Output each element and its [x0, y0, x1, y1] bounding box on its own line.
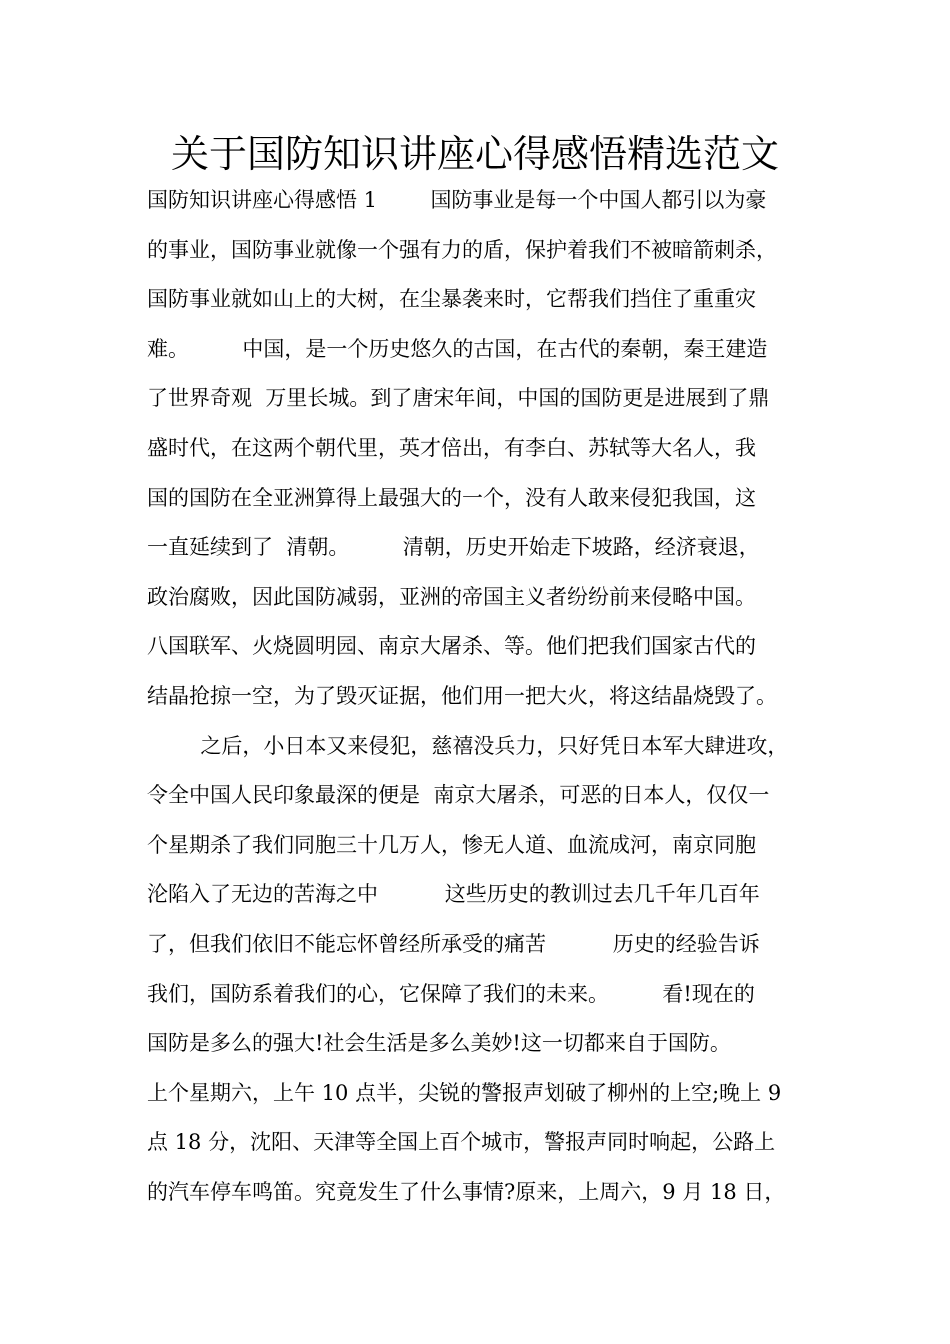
body-line: 我们，国防系着我们的心，它保障了我们的未来。 看!现在的 [147, 981, 755, 1006]
body-line: 令全中国人民印象最深的便是 南京大屠杀，可恶的日本人，仅仅一 [147, 783, 770, 808]
body-line: 了，但我们依旧不能忘怀曾经所承受的痛苦 历史的经验告诉 [147, 931, 760, 956]
body-line: 一直延续到了 清朝。 清朝，历史开始走下坡路，经济衰退， [147, 535, 760, 560]
body-line: 国防事业就如山上的大树，在尘暴袭来时，它帮我们挡住了重重灾 [147, 287, 756, 312]
document-title: 关于国防知识讲座心得感悟精选范文 [170, 132, 779, 176]
body-line: 国的国防在全亚洲算得上最强大的一个，没有人敢来侵犯我国，这 [147, 485, 756, 510]
body-line: 的事业，国防事业就像一个强有力的盾，保护着我们不被暗箭刺杀， [147, 237, 777, 262]
body-line: 个星期杀了我们同胞三十几万人，惨无人道、血流成河，南京同胞 [147, 832, 756, 857]
body-line: 沦陷入了无边的苦海之中 这些历史的教训过去几千年几百年 [147, 882, 760, 907]
body-line: 难。 中国，是一个历史悠久的古国，在古代的秦朝，秦王建造 [147, 336, 768, 361]
body-line: 结晶抢掠一空，为了毁灭证据，他们用一把大火，将这结晶烧毁了。 [147, 683, 777, 708]
body-line: 国防是多么的强大!社会生活是多么美妙!这一切都来自于国防。 [147, 1031, 731, 1056]
body-line: 了世界奇观 万里长城。到了唐宋年间，中国的国防更是进展到了鼎 [147, 386, 770, 411]
body-line: 国防知识讲座心得感悟 1 国防事业是每一个中国人都引以为豪 [147, 188, 767, 212]
body-line: 的汽车停车鸣笛。究竟发生了什么事情?原来，上周六，9 月 18 日， [147, 1179, 786, 1204]
body-line: 之后，小日本又来侵犯，慈禧没兵力，只好凭日本军大肆进攻， [147, 733, 789, 758]
body-line: 点 18 分，沈阳、天津等全国上百个城市，警报声同时响起，公路上 [147, 1130, 776, 1155]
body-line: 政治腐败，因此国防减弱，亚洲的帝国主义者纷纷前来侵略中国。 [147, 584, 756, 609]
body-line: 八国联军、火烧圆明园、南京大屠杀、等。他们把我们国家古代的 [147, 634, 756, 659]
body-line: 上个星期六，上午 10 点半，尖锐的警报声划破了柳州的上空;晚上 9 [147, 1080, 782, 1105]
document-body [147, 176, 837, 1217]
body-line: 盛时代，在这两个朝代里，英才倍出，有李白、苏轼等大名人，我 [147, 435, 756, 460]
